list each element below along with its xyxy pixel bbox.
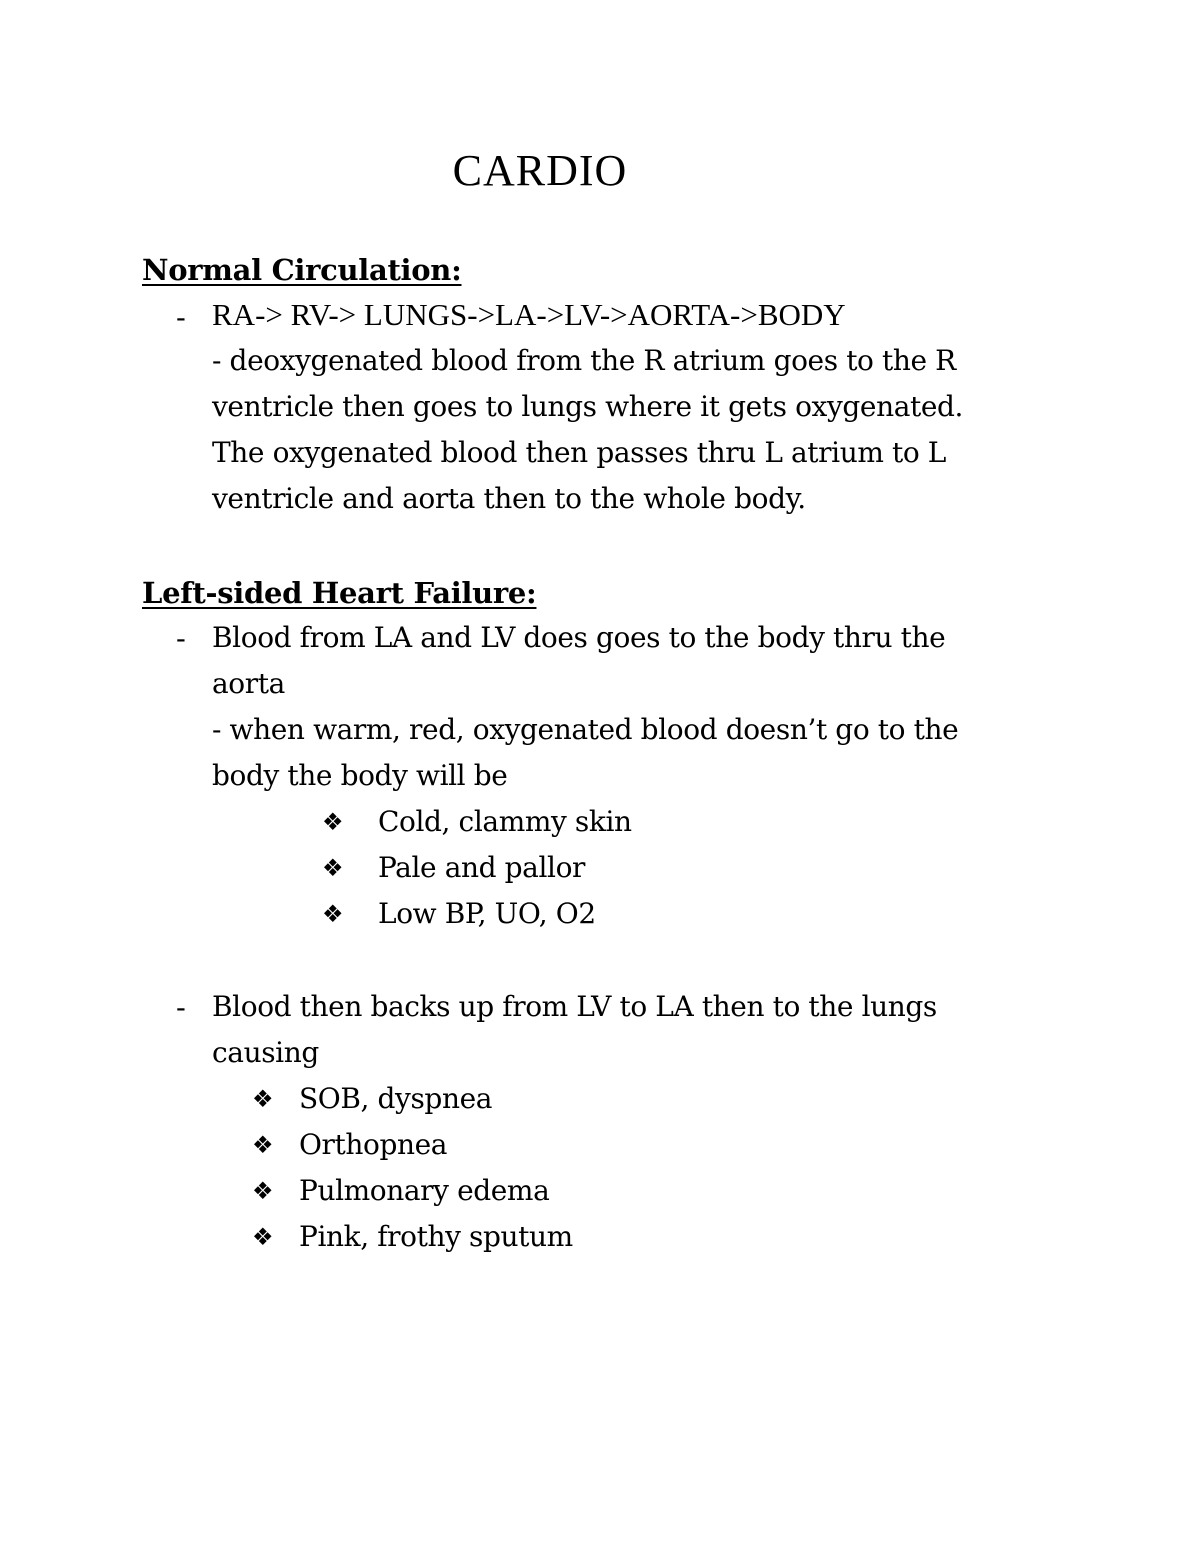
text-line: Blood then backs up from LV to LA then to the lungs bbox=[212, 990, 937, 1023]
text-line: aorta bbox=[212, 667, 285, 700]
list-item: Pulmonary edema bbox=[299, 1174, 550, 1207]
diamond-bullet-icon: ❖ bbox=[252, 1131, 274, 1159]
diamond-bullet-icon: ❖ bbox=[322, 900, 344, 928]
section-heading-left-sided-heart-failure: Left-sided Heart Failure: bbox=[142, 576, 537, 610]
text-line: ventricle then goes to lungs where it gets oxygenated. bbox=[212, 390, 964, 423]
text-line: Blood from LA and LV does goes to the body thru the bbox=[212, 621, 946, 654]
page-title: CARDIO bbox=[452, 146, 628, 195]
list-dash: - bbox=[176, 621, 186, 655]
list-item: Cold, clammy skin bbox=[378, 805, 632, 838]
text-line: ventricle and aorta then to the whole body. bbox=[212, 482, 806, 515]
diamond-bullet-icon: ❖ bbox=[252, 1085, 274, 1113]
diamond-bullet-icon: ❖ bbox=[322, 808, 344, 836]
text-line: The oxygenated blood then passes thru L atrium to L bbox=[212, 436, 946, 469]
list-dash: - bbox=[176, 990, 186, 1024]
circulation-flow-line: RA-> RV-> LUNGS->LA->LV->AORTA->BODY bbox=[212, 297, 846, 332]
list-item: Orthopnea bbox=[299, 1128, 448, 1161]
text-line: causing bbox=[212, 1036, 319, 1069]
list-item: SOB, dyspnea bbox=[299, 1082, 493, 1115]
section-heading-normal-circulation: Normal Circulation: bbox=[142, 253, 462, 287]
text-line: - when warm, red, oxygenated blood doesn’t go to the bbox=[212, 713, 959, 746]
list-item: Pale and pallor bbox=[378, 851, 586, 884]
list-item: Low BP, UO, O2 bbox=[378, 897, 596, 930]
text-line: - deoxygenated blood from the R atrium goes to the R bbox=[212, 344, 956, 377]
text-line: body the body will be bbox=[212, 759, 508, 792]
list-item: Pink, frothy sputum bbox=[299, 1220, 573, 1253]
diamond-bullet-icon: ❖ bbox=[252, 1177, 274, 1205]
list-dash: - bbox=[176, 300, 186, 334]
diamond-bullet-icon: ❖ bbox=[252, 1223, 274, 1251]
diamond-bullet-icon: ❖ bbox=[322, 854, 344, 882]
